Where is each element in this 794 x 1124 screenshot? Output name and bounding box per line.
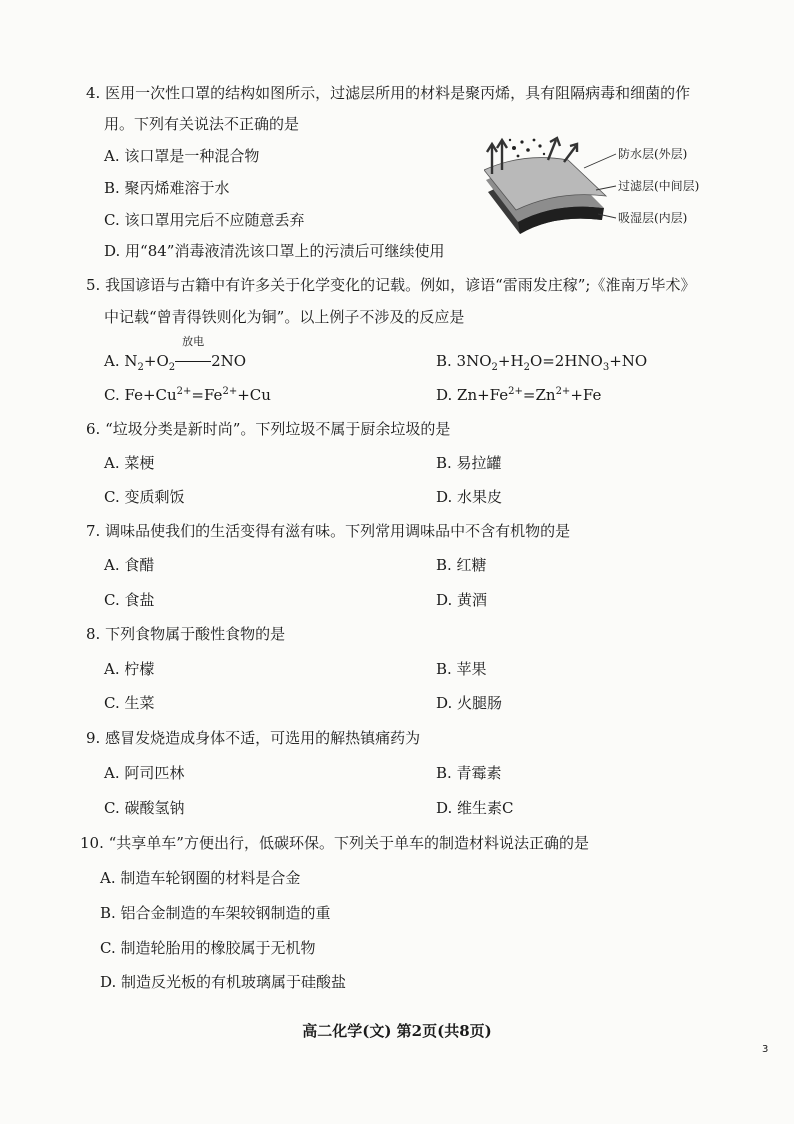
question-5-option-a: A. $N_2+O_2$ 放电 2NO <box>104 335 247 373</box>
question-5-stem-line2: 中记载“曾青得铁则化为铜”。以上例子不涉及的反应是 <box>104 308 465 326</box>
question-9-option-b: B. 青霉素 <box>436 764 502 782</box>
reaction-arrow-icon <box>175 335 211 372</box>
question-6-option-d: D. 水果皮 <box>436 488 503 506</box>
question-7-option-d: D. 黄酒 <box>436 591 488 609</box>
question-9-option-c: C. 碳酸氢钠 <box>104 799 185 817</box>
question-5-option-d: D. $Zn+Fe^{2+}=Zn^{2+}+Fe$ <box>436 386 602 404</box>
question-5-option-c: C. $Fe+Cu^{2+}=Fe^{2+}+Cu$ <box>104 386 271 404</box>
question-4-option-d: D. 用“84”消毒液清洗该口罩上的污渍后可继续使用 <box>104 242 445 260</box>
question-6-option-a: A. 菜梗 <box>104 454 155 472</box>
question-4-stem-line1: 4. 医用一次性口罩的结构如图所示，过滤层所用的材料是聚丙烯，具有阻隔病毒和细菌的作 <box>86 84 691 102</box>
question-10-option-b: B. 铝合金制造的车架较钢制造的重 <box>100 904 331 922</box>
question-8-option-c: C. 生菜 <box>104 694 155 712</box>
arrow-condition: 放电 <box>182 335 205 348</box>
label-absorbent-layer: 吸湿层(内层) <box>618 211 688 225</box>
question-8-option-b: B. 苹果 <box>436 660 487 678</box>
question-4-option-b: B. 聚丙烯难溶于水 <box>104 179 230 197</box>
question-6-option-c: C. 变质剩饭 <box>104 488 185 506</box>
page-footer: 高二化学(文) 第2页(共8页) <box>302 1022 492 1040</box>
question-4-option-c: C. 该口罩用完后不应随意丢弃 <box>104 211 305 229</box>
question-10-option-c: C. 制造轮胎用的橡胶属于无机物 <box>100 939 316 957</box>
question-9-option-a: A. 阿司匹林 <box>104 764 185 782</box>
question-4-stem-line2: 用。下列有关说法不正确的是 <box>104 115 300 133</box>
question-7-option-c: C. 食盐 <box>104 591 155 609</box>
question-8-option-a: A. 柠檬 <box>104 660 155 678</box>
question-7-stem: 7. 调味品使我们的生活变得有滋有味。下列常用调味品中不含有机物的是 <box>86 522 571 540</box>
question-5-stem-line1: 5. 我国谚语与古籍中有许多关于化学变化的记载。例如，谚语“雷雨发庄稼”;《淮南万毕术》 <box>86 276 696 294</box>
question-6-stem: 6. “垃圾分类是新时尚”。下列垃圾不属于厨余垃圾的是 <box>86 420 451 438</box>
page-number: 3 <box>762 1044 769 1055</box>
question-5-option-b: B. $3NO_2+H_2O=2HNO_3+NO$ <box>436 352 648 373</box>
question-7-option-a: A. 食醋 <box>104 556 155 574</box>
label-filter-layer: 过滤层(中间层) <box>618 179 700 193</box>
label-waterproof-layer: 防水层(外层) <box>618 147 688 161</box>
question-4-option-a: A. 该口罩是一种混合物 <box>104 147 260 165</box>
question-8-stem: 8. 下列食物属于酸性食物的是 <box>86 625 286 643</box>
question-8-option-d: D. 火腿肠 <box>436 694 503 712</box>
particles-icon <box>509 139 545 158</box>
mask-structure-figure <box>484 134 708 240</box>
question-7-option-b: B. 红糖 <box>436 556 487 574</box>
question-10-stem: 10. “共享单车”方便出行，低碳环保。下列关于单车的制造材料说法正确的是 <box>80 834 589 852</box>
question-10-option-a: A. 制造车轮钢圈的材料是合金 <box>100 869 301 887</box>
question-10-option-d: D. 制造反光板的有机玻璃属于硅酸盐 <box>100 973 347 991</box>
question-6-option-b: B. 易拉罐 <box>436 454 502 472</box>
question-9-option-d: D. 维生素C <box>436 799 514 817</box>
question-9-stem: 9. 感冒发烧造成身体不适，可选用的解热镇痛药为 <box>86 729 421 747</box>
